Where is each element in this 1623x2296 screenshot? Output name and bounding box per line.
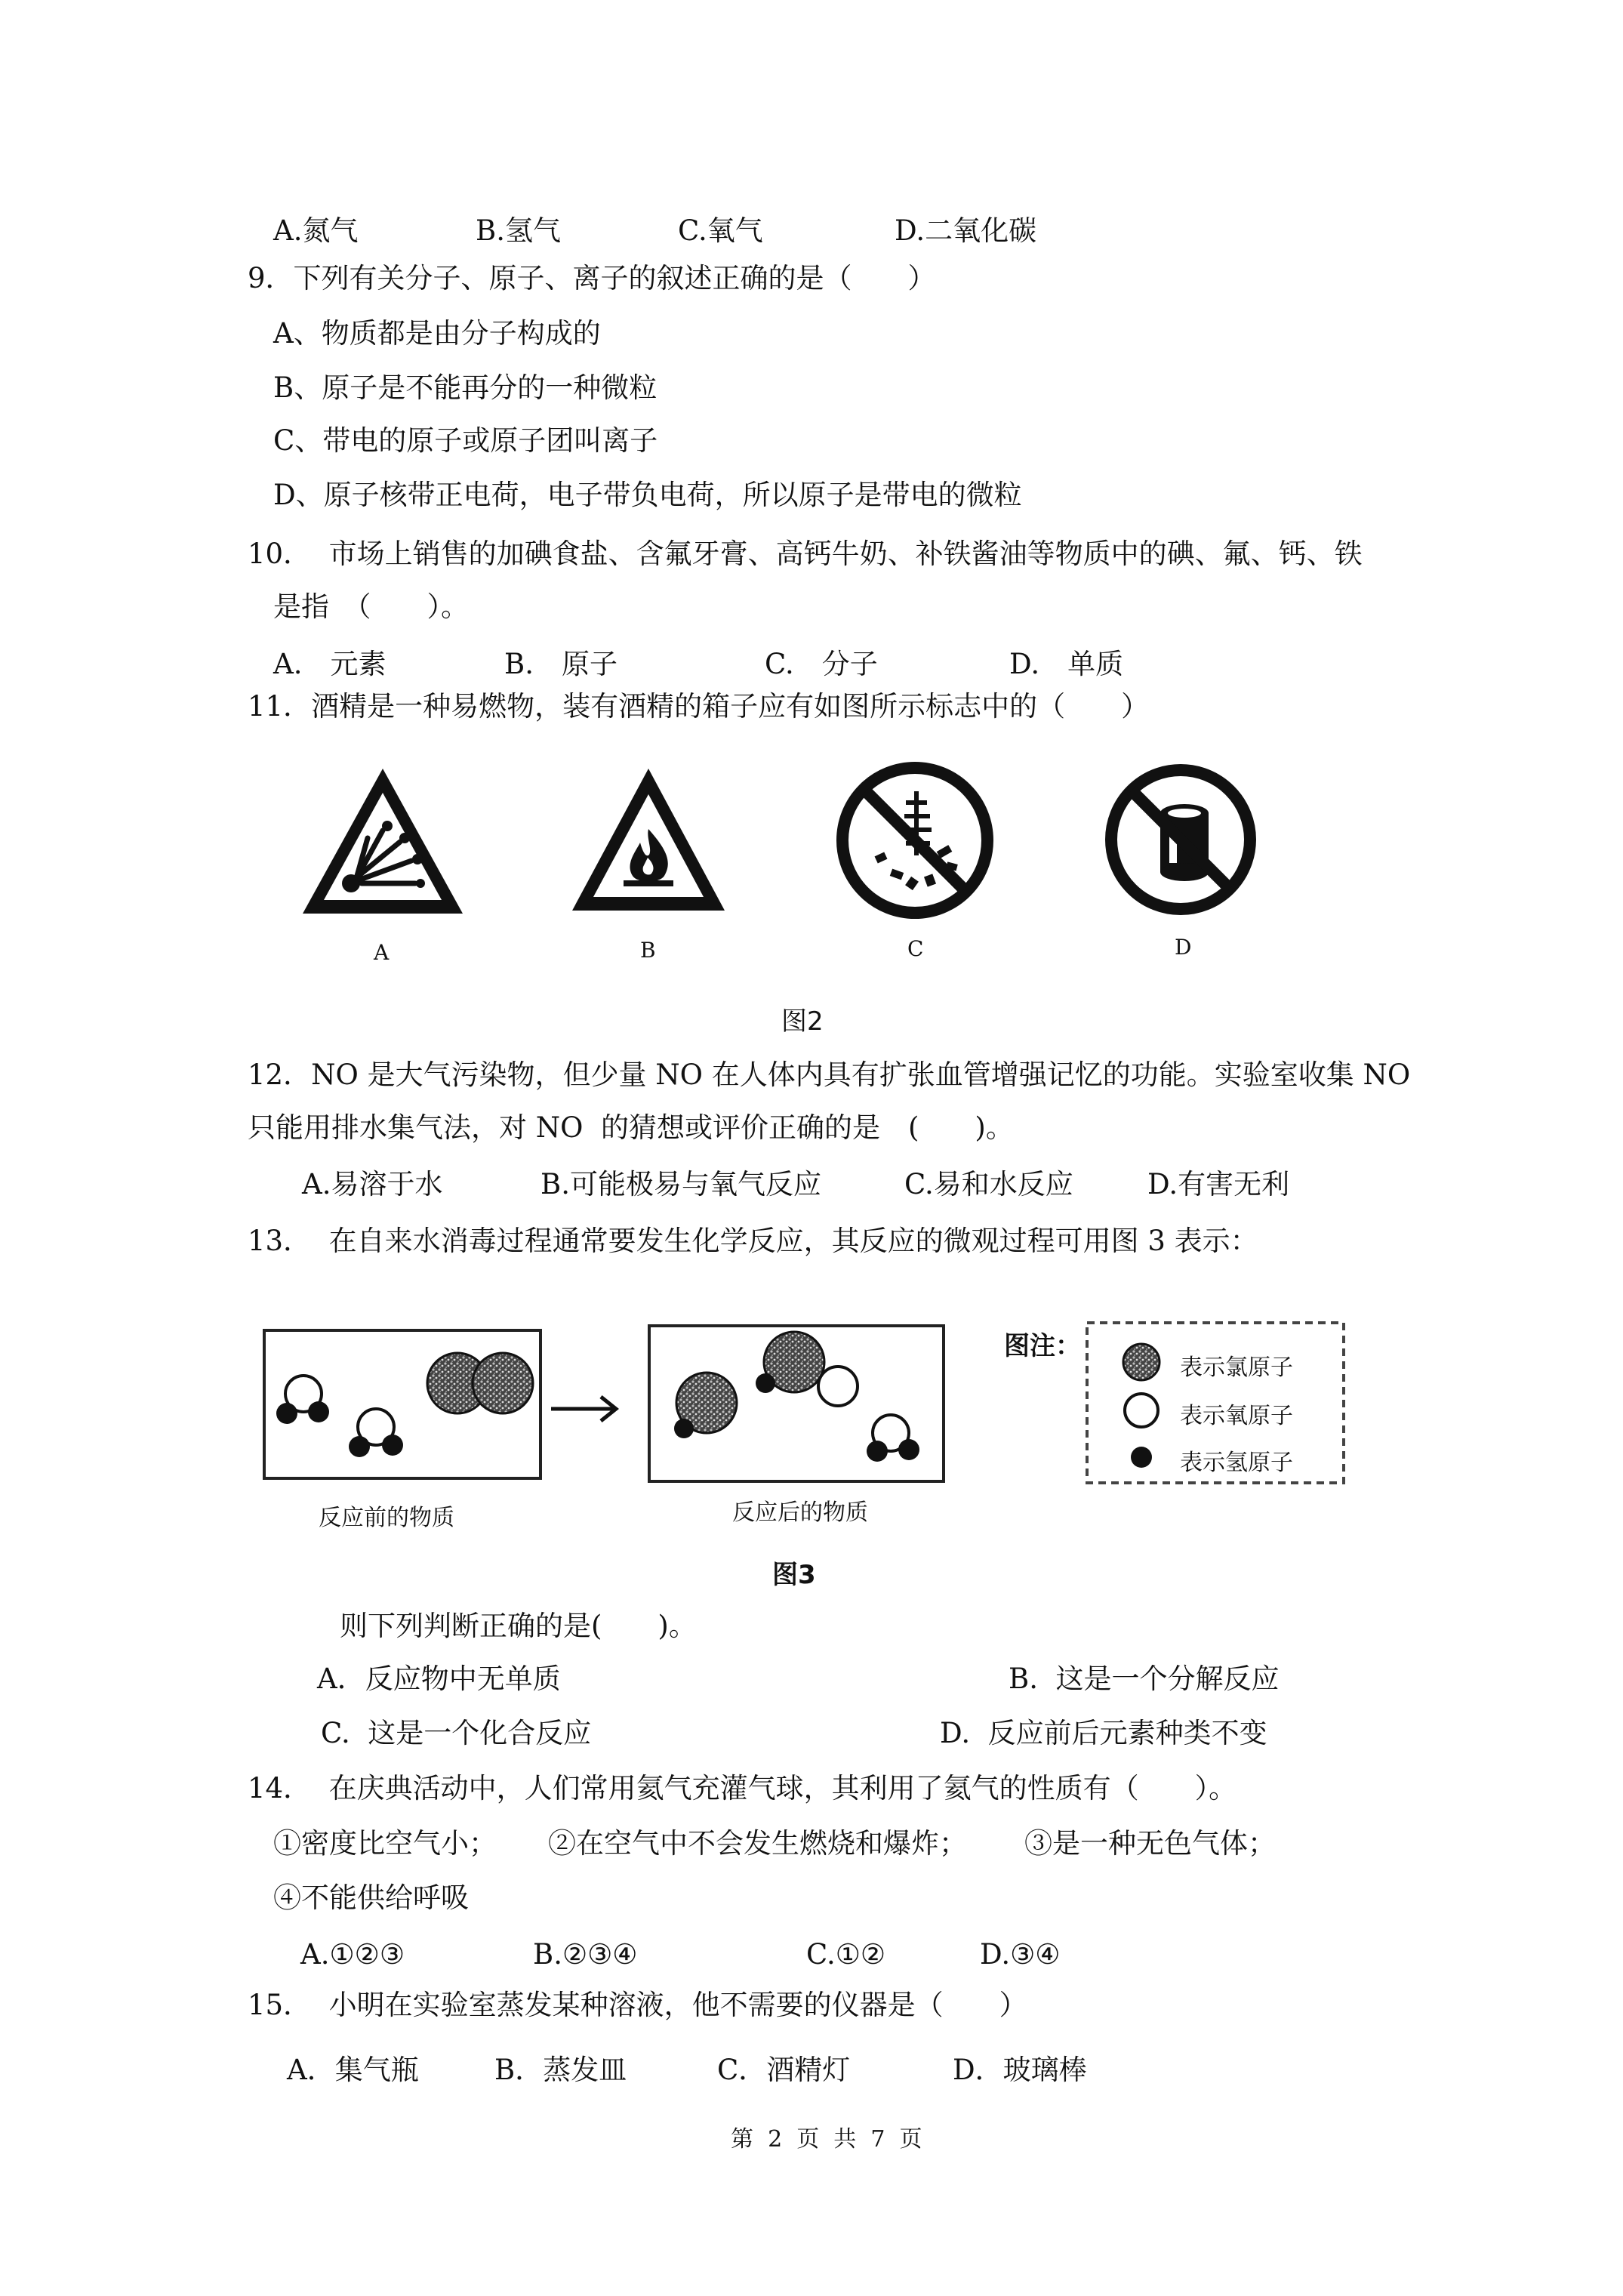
q8-option-a: A.氮气 — [273, 214, 359, 247]
q8-option-c: C.氧气 — [678, 214, 763, 247]
q10-option-b: B. 原子 — [504, 648, 617, 680]
no-fireworks-sign — [832, 757, 998, 923]
legend-chlorine: 表示氯原子 — [1180, 1354, 1293, 1381]
q10-stem-line1: 10． 市场上销售的加碘食盐、含氟牙膏、高钙牛奶、补铁酱油等物质中的碘、氟、钙、铁 — [248, 538, 1363, 570]
q8-option-b: B.氢气 — [476, 214, 561, 247]
q12-option-d: D.有害无利 — [1147, 1168, 1290, 1200]
q10-option-d: D. 单质 — [1009, 648, 1124, 680]
q14-prop-3: ③是一种无色气体； — [1024, 1827, 1276, 1860]
q12-stem-line1: 12．NO 是大气污染物，但少量 NO 在人体内具有扩张血管增强记忆的功能。实验室收集 NO — [248, 1059, 1411, 1091]
q12-option-b: B.可能极易与氧气反应 — [540, 1168, 821, 1200]
q13-option-b: B. 这是一个分解反应 — [1009, 1663, 1280, 1695]
sign-label-d: D — [1175, 935, 1192, 960]
legend-oxygen: 表示氧原子 — [1180, 1403, 1293, 1429]
q14-prop-4: ④不能供给呼吸 — [273, 1881, 469, 1914]
q12-option-a: A.易溶于水 — [302, 1168, 443, 1200]
q12-option-c: C.易和水反应 — [904, 1168, 1073, 1200]
sign-label-b: B — [640, 938, 656, 963]
q13-option-d: D. 反应前后元素种类不变 — [940, 1717, 1267, 1749]
q15-option-b: B．蒸发皿 — [494, 2054, 627, 2086]
q14-prop-1: ①密度比空气小； — [273, 1827, 497, 1860]
q10-option-c: C. 分子 — [765, 648, 878, 680]
q15-option-a: A．集气瓶 — [287, 2054, 419, 2086]
q15-stem: 15． 小明在实验室蒸发某种溶液，他不需要的仪器是（ ） — [248, 1989, 1027, 2021]
no-barrel-sign — [1101, 760, 1260, 919]
q15-option-c: C．酒精灯 — [717, 2054, 851, 2086]
q9-option-a: A、物质都是由分子构成的 — [273, 317, 601, 350]
q14-stem: 14． 在庆典活动中，人们常用氦气充灌气球，其利用了氦气的性质有（ ）。 — [248, 1772, 1237, 1804]
figure-2-caption: 图2 — [781, 1006, 824, 1037]
q8-option-d: D.二氧化碳 — [895, 214, 1037, 247]
q11-stem: 11．酒精是一种易燃物，装有酒精的箱子应有如图所示标志中的（ ） — [248, 690, 1150, 723]
page-footer: 第 2 页 共 7 页 — [731, 2126, 922, 2153]
q14-option-a: A.①②③ — [300, 1938, 405, 1971]
q14-option-c: C.①② — [806, 1938, 886, 1971]
q13-option-a: A．反应物中无单质 — [317, 1663, 561, 1695]
sign-label-a: A — [374, 940, 390, 965]
before-label: 反应前的物质 — [319, 1505, 454, 1531]
q9-stem: 9．下列有关分子、原子、离子的叙述正确的是（ ） — [248, 262, 936, 294]
q14-prop-2: ②在空气中不会发生燃烧和爆炸； — [548, 1827, 967, 1860]
q13-question: 则下列判断正确的是( )。 — [340, 1610, 697, 1642]
q14-option-b: B.②③④ — [533, 1938, 638, 1971]
sign-label-c: C — [907, 936, 924, 961]
q10-option-a: A. 元素 — [273, 648, 387, 680]
after-label: 反应后的物质 — [732, 1499, 868, 1526]
q9-option-c: C、带电的原子或原子团叫离子 — [273, 424, 658, 457]
explosive-warning-sign — [298, 763, 468, 921]
figure-3-caption: 图3 — [772, 1560, 816, 1590]
q10-stem-line2: 是指 （ ）。 — [273, 590, 469, 623]
q9-option-d: D、原子核带正电荷，电子带负电荷，所以原子是带电的微粒 — [273, 479, 1022, 511]
q13-stem: 13． 在自来水消毒过程通常要发生化学反应，其反应的微观过程可用图 3 表示： — [248, 1225, 1258, 1257]
q9-option-b: B、原子是不能再分的一种微粒 — [273, 371, 658, 404]
legend-title: 图注： — [1004, 1331, 1081, 1361]
q14-option-d: D.③④ — [980, 1938, 1061, 1971]
flammable-warning-sign — [568, 763, 730, 917]
legend-hydrogen: 表示氢原子 — [1180, 1450, 1293, 1476]
q12-stem-line2: 只能用排水集气法，对 NO 的猜想或评价正确的是 ( )。 — [248, 1111, 1014, 1144]
q15-option-d: D．玻璃棒 — [953, 2054, 1087, 2086]
q13-option-c: C. 这是一个化合反应 — [321, 1717, 592, 1749]
